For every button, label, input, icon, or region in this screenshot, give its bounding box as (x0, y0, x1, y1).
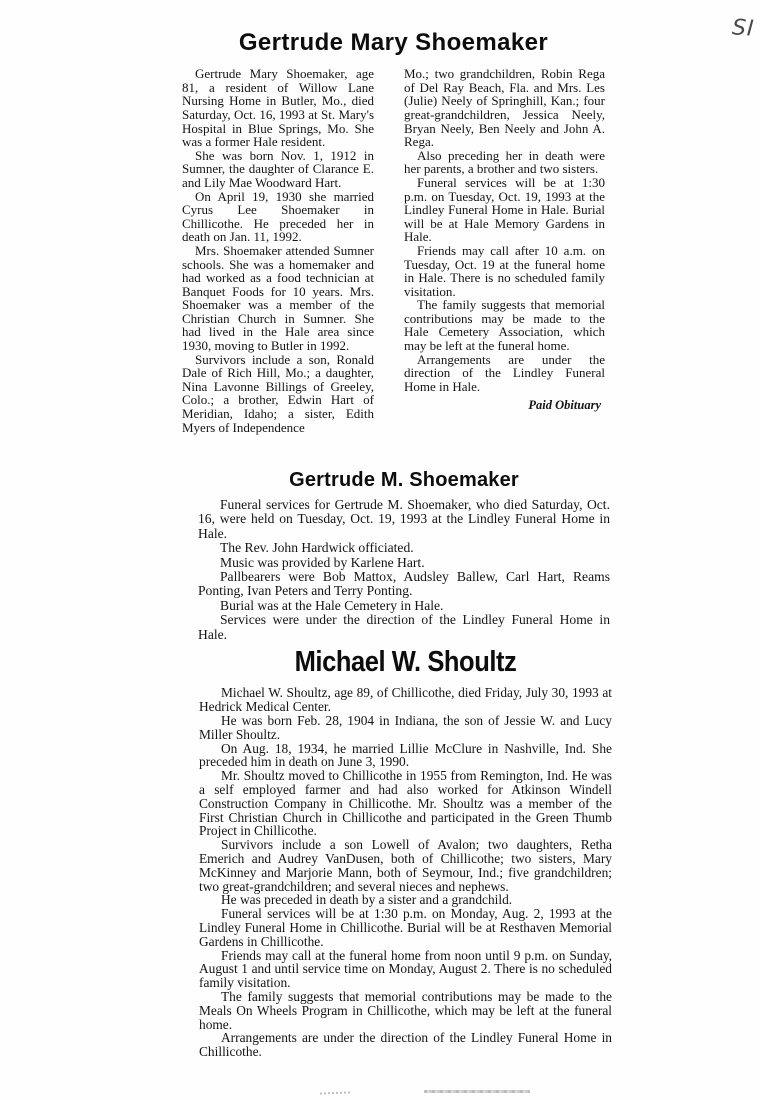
scan-artifact-line (424, 1090, 530, 1093)
paragraph: Arrangements are under the direction of the Lindley Funeral Home in Hale. (404, 351, 605, 394)
paragraph: She was born Nov. 1, 1912 in Sumner, the daughter of Clarance E. and Lily Mae Woodward Hart. (182, 147, 374, 190)
paragraph: Gertrude Mary Shoemaker, age 81, a resident of Willow Lane Nursing Home in Butler, Mo., died Saturday, Oct. 16, 1993 at St. Mary's Hospital in Blue Springs, Mo. She was a former Hale resident. (182, 66, 374, 150)
handwritten-mark: SI (730, 15, 755, 42)
paragraph: On April 19, 1930 she married Cyrus Lee Shoemaker in Chillicothe. He preceded her in death on Jan. 11, 1992. (182, 188, 374, 245)
paragraph: The Rev. John Hardwick officiated. (220, 540, 414, 556)
paragraph: The family suggests that memorial contributions may be made to the Hale Cemetery Association, which may be left at the funeral home. (404, 297, 605, 354)
paid-obituary-note: Paid Obituary (528, 398, 601, 413)
paragraph: Music was provided by Karlene Hart. (220, 554, 425, 570)
paragraph: Survivors include a son Lowell of Avalon; two daughters, Retha Emerich and Audrey VanDusen, both of Chillicothe; two sisters, Mary McKinney and Marjorie Mann, both of Seymour, Ind.; five grandchildren; two great-grandchildren; and several nieces and nephews. (199, 837, 612, 894)
scan-artifact-mark (320, 1091, 350, 1094)
obituary-gertrude-mary-shoemaker (182, 30, 605, 434)
paragraph: He was born Feb. 28, 1904 in Indiana, the son of Jessie W. and Lucy Miller Shoultz. (199, 713, 612, 742)
paragraph: Pallbearers were Bob Mattox, Audsley Ballew, Carl Hart, Reams Ponting, Ivan Peters and Terry Ponting. (198, 569, 610, 599)
paragraph: Michael W. Shoultz, age 89, of Chillicothe, died Friday, July 30, 1993 at Hedrick Medical Center. (199, 685, 612, 715)
obituary-title: Gertrude M. Shoemaker (289, 469, 519, 491)
paragraph: Funeral services will be at 1:30 p.m. on Tuesday, Oct. 19, 1993 at the Lindley Funeral Home in Hale. Burial will be at Hale Memory Gardens in Hale. (404, 174, 605, 245)
paragraph-continuation: Mo.; two grandchildren, Robin Rega of Del Ray Beach, Fla. and Mrs. Les (Julie) Neely of Springhill, Kan.; four great-grandchildren, Jessica Neely, Bryan Neely, Ben Neely and John A. Rega. (404, 66, 605, 150)
obituary-gertrude-m-shoemaker (198, 470, 610, 642)
paragraph: Funeral services will be at 1:30 p.m. on Monday, Aug. 2, 1993 at the Lindley Funeral Home in Chillicothe. Burial will be at Resthaven Memorial Gardens in Chillicothe. (199, 906, 612, 949)
paragraph: Services were under the direction of the Lindley Funeral Home in Hale. (198, 612, 610, 642)
paragraph: Mr. Shoultz moved to Chillicothe in 1955 from Remington, Ind. He was a self employed farmer and had also worked for Atkinson Windell Construction Company in Chillicothe. Mr. Shoultz was a member of the First Christian Church in Chillicothe and participated in the Green Thumb Project in Chillicothe. (199, 768, 612, 839)
obituary-michael-w-shoultz (199, 647, 612, 1059)
paragraph: Survivors include a son, Ronald Dale of Rich Hill, Mo.; a daughter, Nina Lavonne Billings of Greeley, Colo.; a brother, Edwin Hart of Meridian, Idaho; a sister, Edith Myers of Independence (182, 351, 374, 435)
obituary-title: Michael W. Shoultz (294, 646, 517, 678)
paragraph: On Aug. 18, 1934, he married Lillie McClure in Nashville, Ind. She preceded him in death on June 3, 1990. (199, 740, 612, 770)
paragraph: He was preceded in death by a sister and a grandchild. (221, 892, 513, 908)
paragraph: Funeral services for Gertrude M. Shoemaker, who died Saturday, Oct. 16, were held on Tuesday, Oct. 19, 1993 at the Lindley Funeral Home in Hale. (198, 497, 610, 541)
paragraph: Mrs. Shoemaker attended Sumner schools. She was a homemaker and had worked as a food technician at Banquet Foods for 10 years. Mrs. Shoemaker was a member of the Christian Church in Sumner. She had lived in the Hale area since 1930, moving to Butler in 1992. (182, 242, 374, 354)
obituary-columns (182, 67, 605, 434)
paragraph: Friends may call after 10 a.m. on Tuesday, Oct. 19 at the funeral home in Hale. There is no scheduled family visitation. (404, 242, 605, 299)
paragraph: Also preceding her in death were her parents, a brother and two sisters. (404, 147, 605, 177)
paragraph: Arrangements are under the direction of the Lindley Funeral Home in Chillicothe. (199, 1030, 612, 1060)
obituary-column-left (182, 67, 374, 434)
paragraph: Friends may call at the funeral home from noon until 9 p.m. on Sunday, August 1 and until service time on Monday, August 2. There is no scheduled family visitation. (199, 947, 612, 991)
paragraph: The family suggests that memorial contributions may be made to the Meals On Wheels Program in Chillicothe, which may be left at the funeral home. (199, 988, 612, 1032)
obituary-column-right (404, 67, 605, 434)
paragraph: Burial was at the Hale Cemetery in Hale. (220, 597, 444, 613)
obituary-title: Gertrude Mary Shoemaker (238, 29, 549, 56)
